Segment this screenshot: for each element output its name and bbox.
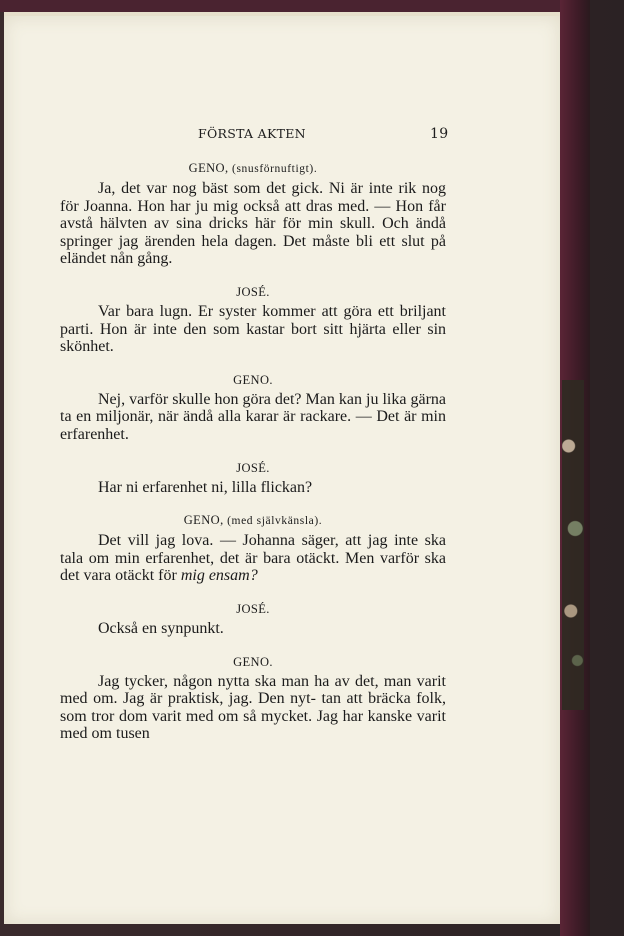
marbled-endpaper	[562, 380, 584, 710]
stage-direction: (med självkänsla).	[227, 515, 323, 528]
emphasized-text: mig ensam?	[180, 567, 258, 585]
speaker-name: GENO, (snusförnuftigt).	[188, 161, 318, 175]
dialogue-paragraph: Jag tycker, någon nytta ska man ha av det, man varit med om. Jag är praktisk, jag. Den nyt- tan att bräcka folk, som tror dom varit med om så mycket. Jag har kanske varit med om tusen	[60, 672, 447, 743]
dialogue-paragraph: Var bara lugn. Er syster kommer att göra ett briljant parti. Hon är inte den som kastar bort sitt hjärta eller sin skönhet.	[60, 302, 447, 356]
dialogue-paragraph: Också en synpunkt.	[98, 619, 224, 637]
dialogue-paragraph: Ja, det var nog bäst som det gick. Ni är inte rik nog för Joanna. Hon har ju mig också att dras med. — Hon får avstå hälvten av sina dricks här för min skull. Och ändå springer jag ärenden hela dagen. Det måste bli ett slut på eländet nån gång.	[60, 180, 447, 268]
running-title: FÖRSTA AKTEN	[198, 126, 306, 141]
speaker-name: JOSÉ.	[236, 460, 270, 475]
play-text	[60, 159, 446, 743]
dialogue-paragraph: Nej, varför skulle hon göra det? Man kan ju lika gärna ta en miljonär, när ändå alla karar är rackare. — Det är min erfarenhet.	[60, 390, 447, 443]
speaker-name: GENO, (med självkänsla).	[183, 513, 323, 528]
speaker-name: GENO.	[233, 654, 273, 669]
speaker-name: JOSÉ.	[236, 284, 270, 299]
stage-direction: (snusförnuftigt).	[232, 163, 318, 175]
speaker-name: JOSÉ.	[236, 601, 270, 616]
speaker-name: GENO.	[233, 372, 273, 387]
dialogue-paragraph: Det vill jag lova. — Johanna säger, att jag inte ska tala om min erfarenhet, det är bara otäckt. Men varför ska det vara otäckt för mig ensam?	[60, 532, 447, 585]
dialogue-paragraph: Har ni erfarenhet ni, lilla flickan?	[98, 478, 313, 496]
book-cover-top-edge	[0, 0, 590, 12]
book-page	[4, 16, 560, 924]
page-header	[4, 126, 560, 146]
page-number: 19	[430, 126, 449, 142]
